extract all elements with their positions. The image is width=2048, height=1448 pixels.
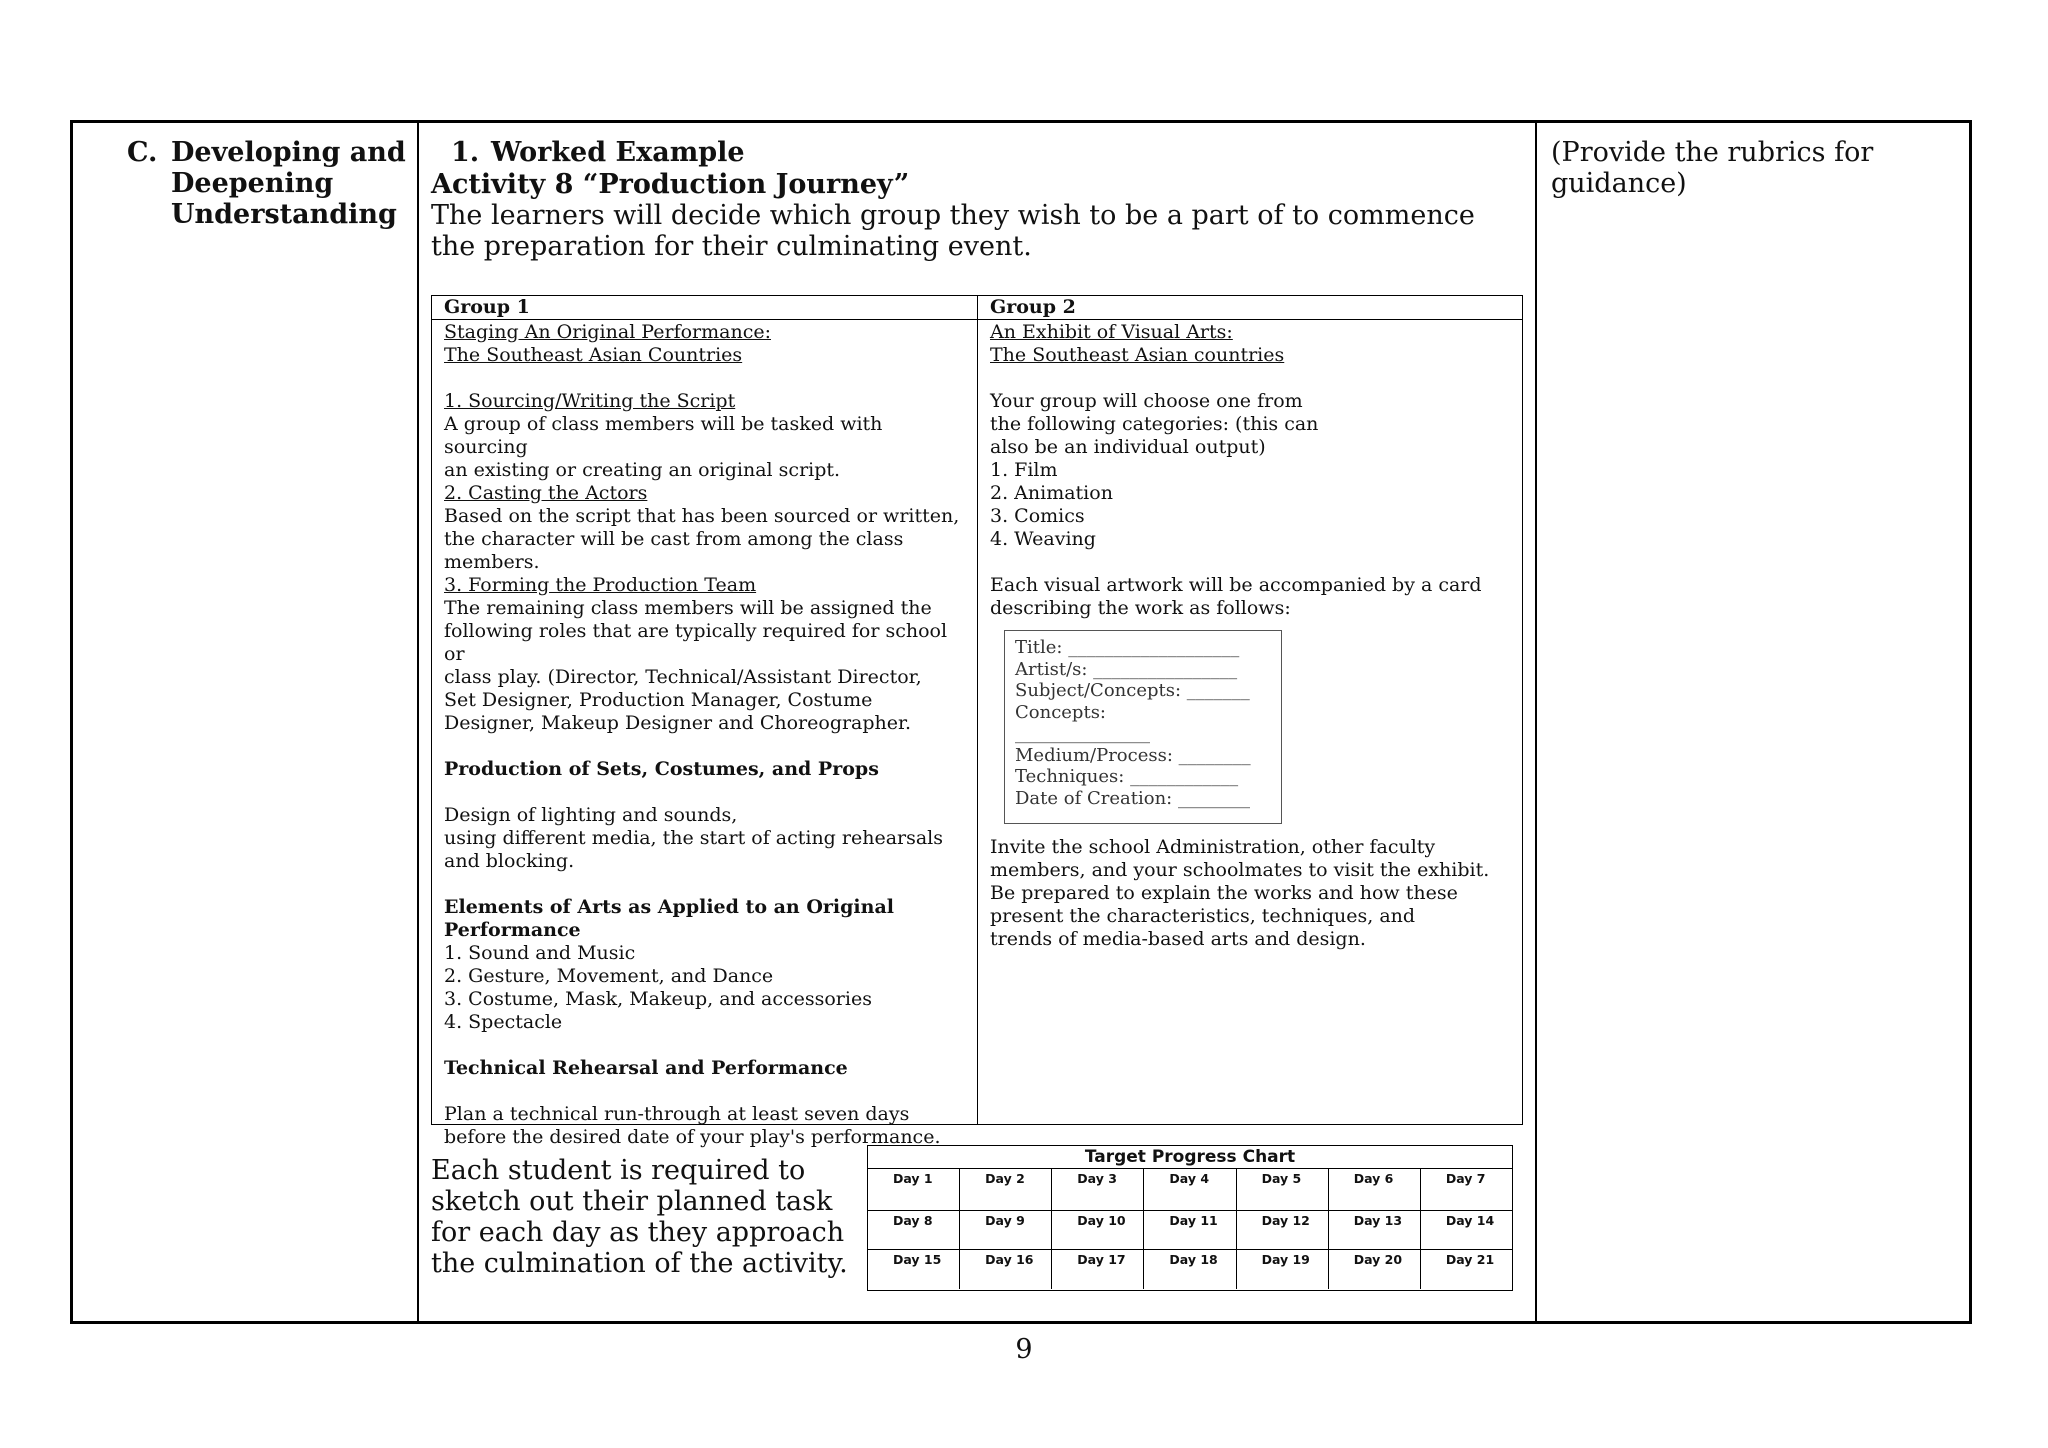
step-text: A group of class members will be tasked with sourcing <box>444 413 883 458</box>
choose-text: Your group will choose one from <box>990 390 1303 412</box>
page-number: 9 <box>1015 1334 1033 1365</box>
day-cell: Day 7 <box>1445 1171 1486 1186</box>
card-field: Concepts: <box>1015 701 1106 723</box>
elements-item: 2. Gesture, Movement, and Dance <box>444 965 774 987</box>
section-heading <box>127 137 406 230</box>
group2-column <box>978 296 1522 1124</box>
lesson-plan-table <box>70 120 1972 1324</box>
chart-row <box>868 1169 1512 1210</box>
day-cell: Day 15 <box>868 1250 960 1289</box>
group2-subtitle: The Southeast Asian countries <box>990 344 1285 366</box>
day-cell: Day 10 <box>1052 1211 1144 1249</box>
artwork-card <box>1004 630 1282 824</box>
step-text: an existing or creating an original script. <box>444 459 841 481</box>
day-cell: Day 12 <box>1237 1211 1329 1249</box>
step-text: Designer, Makeup Designer and Choreographer. <box>444 712 912 734</box>
step-text: members. <box>444 551 540 573</box>
card-intro: describing the work as follows: <box>990 597 1291 619</box>
day-cell: Day 16 <box>960 1250 1052 1289</box>
group1-header: Group 1 <box>432 296 977 320</box>
choose-text: the following categories: (this can <box>990 413 1319 435</box>
choose-text: also be an individual output) <box>990 436 1266 458</box>
step-text: class play. (Director, Technical/Assistant Director, <box>444 666 922 688</box>
group2-header: Group 2 <box>978 296 1522 320</box>
content-column <box>419 123 1537 1321</box>
tech-heading: Technical Rehearsal and Performance <box>444 1057 848 1079</box>
section-column <box>73 123 419 1321</box>
section-letter: C. <box>127 137 158 168</box>
elements-item: 1. Sound and Music <box>444 942 636 964</box>
invite-text: Be prepared to explain the works and how these <box>990 882 1458 904</box>
card-field: _______________ <box>1015 723 1150 744</box>
card-field: Medium/Process: ________ <box>1015 744 1251 766</box>
worked-example-number: 1. <box>451 137 480 168</box>
step-title: 3. Forming the Production Team <box>444 574 757 596</box>
day-cell: Day 5 <box>1237 1169 1329 1210</box>
day-cell: Day 8 <box>868 1211 960 1249</box>
rubric-note: (Provide the rubrics for guidance) <box>1551 137 1874 199</box>
step-title: 1. Sourcing/Writing the Script <box>444 390 736 412</box>
elements-heading: Performance <box>444 919 581 941</box>
day-cell: Day 21 <box>1445 1252 1495 1267</box>
invite-text: Invite the school Administration, other faculty <box>990 836 1436 858</box>
category-item: 3. Comics <box>990 505 1085 527</box>
day-cell: Day 11 <box>1144 1211 1236 1249</box>
day-cell: Day 4 <box>1144 1169 1236 1210</box>
day-cell: Day 3 <box>1052 1169 1144 1210</box>
groups-table <box>431 295 1523 1148</box>
day-cell: Day 14 <box>1445 1213 1495 1228</box>
card-field: Date of Creation: ________ <box>1015 787 1250 809</box>
sets-heading: Production of Sets, Costumes, and Props <box>444 758 879 780</box>
day-cell: Day 18 <box>1144 1250 1236 1289</box>
tech-text: before the desired date of your play's performance. <box>444 1126 941 1148</box>
day-cell: Day 2 <box>960 1169 1052 1210</box>
step-text: following roles that are typically required for school or <box>444 620 948 665</box>
design-text: Design of lighting and sounds, <box>444 804 738 826</box>
day-cell: Day 17 <box>1052 1250 1144 1289</box>
card-intro: Each visual artwork will be accompanied by a card <box>990 574 1482 596</box>
card-field: Artist/s: ________________ <box>1015 658 1238 680</box>
chart-title: Target Progress Chart <box>868 1146 1512 1169</box>
chart-row <box>868 1210 1512 1249</box>
chart-row <box>868 1249 1512 1289</box>
day-cell: Day 9 <box>960 1211 1052 1249</box>
notes-column <box>1537 123 1972 1321</box>
card-field: Techniques: ____________ <box>1015 766 1239 787</box>
card-field: Title: ___________________ <box>1015 637 1240 658</box>
worked-example-title: Worked Example <box>491 137 745 168</box>
invite-text: members, and your schoolmates to visit the exhibit. <box>990 859 1490 881</box>
step-text: Based on the script that has been sourced or written, <box>444 505 960 527</box>
elements-item: 3. Costume, Mask, Makeup, and accessories <box>444 988 872 1010</box>
category-item: 1. Film <box>990 459 1058 481</box>
step-text: the character will be cast from among the class <box>444 528 904 550</box>
day-cell: Day 20 <box>1329 1250 1421 1289</box>
activity-title: Activity 8 “Production Journey” <box>431 169 910 200</box>
day-cell: Day 13 <box>1329 1211 1421 1249</box>
step-text: The remaining class members will be assigned the <box>444 597 932 619</box>
step-title: 2. Casting the Actors <box>444 482 648 504</box>
group1-column <box>432 296 978 1148</box>
day-cell: Day 19 <box>1237 1250 1329 1289</box>
elements-heading: Elements of Arts as Applied to an Original <box>444 896 894 918</box>
category-item: 2. Animation <box>990 482 1113 504</box>
invite-text: trends of media-based arts and design. <box>990 928 1366 950</box>
day-cell: Day 1 <box>868 1169 960 1210</box>
intro-paragraph: The learners will decide which group they wish to be a part of to commence the preparation for their culminating event. <box>431 200 1475 262</box>
design-text: using different media, the start of acting rehearsals <box>444 827 944 849</box>
target-progress-chart <box>867 1145 1513 1291</box>
design-text: and blocking. <box>444 850 575 872</box>
group1-subtitle: Staging An Original Performance: <box>444 321 771 343</box>
section-title: Developing and Deepening Understanding <box>171 137 406 230</box>
each-student-text: Each student is required to sketch out their planned task for each day as they approach the culmination of the activity. <box>431 1155 848 1279</box>
step-text: Set Designer, Production Manager, Costume <box>444 689 873 711</box>
tech-text: Plan a technical run-through at least seven days <box>444 1103 910 1125</box>
invite-text: present the characteristics, techniques, and <box>990 905 1416 927</box>
group1-subtitle: The Southeast Asian Countries <box>444 344 743 366</box>
category-item: 4. Weaving <box>990 528 1096 550</box>
card-field: Subject/Concepts: _______ <box>1015 680 1250 701</box>
day-cell: Day 6 <box>1329 1169 1421 1210</box>
elements-item: 4. Spectacle <box>444 1011 563 1033</box>
group2-subtitle: An Exhibit of Visual Arts: <box>990 321 1233 343</box>
worked-example-heading <box>451 137 745 168</box>
